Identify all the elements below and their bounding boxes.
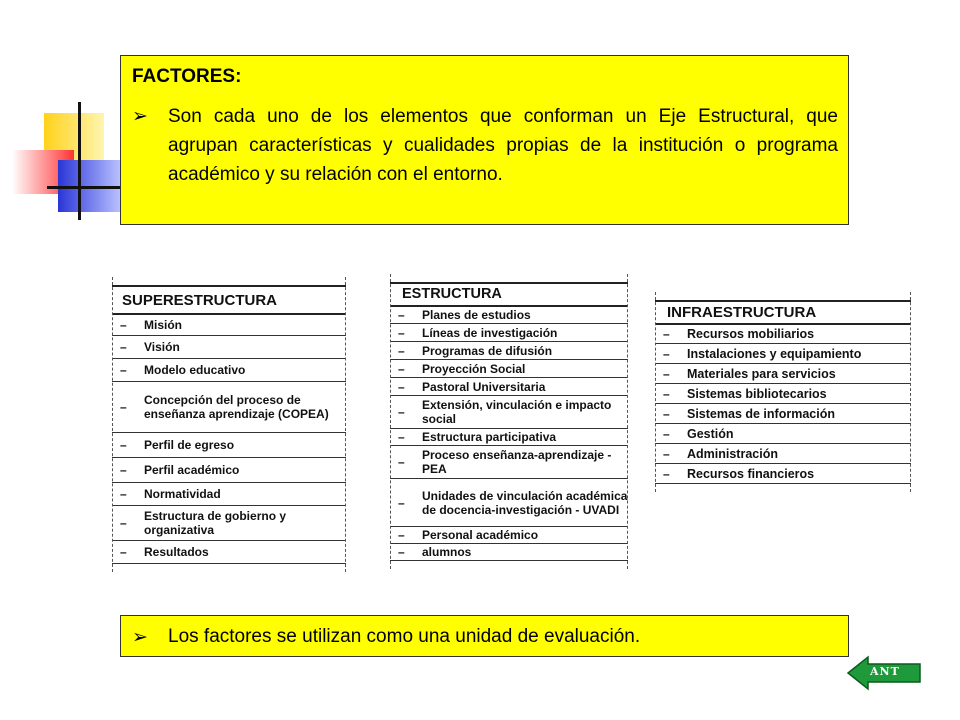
factores-title: FACTORES: xyxy=(132,66,242,87)
table-row xyxy=(390,307,628,324)
row-dash: – xyxy=(398,528,405,542)
row-label: Gestión xyxy=(687,426,734,441)
row-label: Administración xyxy=(687,446,778,461)
row-label: Líneas de investigación xyxy=(422,325,558,340)
superestructura-table xyxy=(112,285,346,564)
row-label: alumnos xyxy=(422,545,472,559)
row-dash: – xyxy=(120,438,127,452)
factores-bullet-row xyxy=(132,102,838,189)
row-dash: – xyxy=(663,346,670,361)
row-label: Visión xyxy=(144,340,180,354)
row-label: Planes de estudios xyxy=(422,308,531,322)
back-button[interactable] xyxy=(846,655,922,691)
row-label: Unidades de vinculación académica de docencia-investigación - UVADI xyxy=(422,488,628,517)
table-row xyxy=(390,396,628,429)
table-row xyxy=(112,483,346,506)
row-label: Modelo educativo xyxy=(144,363,246,377)
row-dash: – xyxy=(398,430,405,444)
row-dash: – xyxy=(663,426,670,441)
table-row xyxy=(390,342,628,360)
table-row xyxy=(655,444,911,464)
row-label: Resultados xyxy=(144,545,209,559)
table-row xyxy=(112,458,346,483)
row-label: Concepción del proceso de enseñanza aprendizaje (COPEA) xyxy=(144,393,329,421)
decorative-horizontal-line xyxy=(47,186,127,189)
bottom-bullet-row xyxy=(132,623,838,652)
row-dash: – xyxy=(120,463,127,477)
table-row xyxy=(112,315,346,336)
row-dash: – xyxy=(120,400,127,414)
superestructura-title: SUPERESTRUCTURA xyxy=(112,285,346,315)
table-row xyxy=(655,325,911,344)
table-row xyxy=(655,384,911,404)
factores-definition-text: Son cada uno de los elementos que conforman un Eje Estructural, que agrupan características y cualidades propias de la institución o programa académico y su relación con el entorno. xyxy=(168,106,838,185)
row-dash: – xyxy=(120,318,127,332)
row-label: Perfil de egreso xyxy=(144,438,235,452)
estructura-title: ESTRUCTURA xyxy=(390,282,628,307)
row-dash: – xyxy=(663,466,670,481)
row-label: Misión xyxy=(144,318,182,332)
row-label: Proyección Social xyxy=(422,361,526,376)
factores-definition-box xyxy=(120,55,849,225)
table-row xyxy=(112,336,346,359)
row-dash: – xyxy=(120,487,127,501)
table-row xyxy=(655,344,911,364)
row-label: Recursos financieros xyxy=(687,466,815,481)
row-dash: – xyxy=(663,366,670,381)
table-row xyxy=(655,364,911,384)
table-row xyxy=(112,506,346,541)
row-label: Recursos mobiliarios xyxy=(687,327,815,341)
table-row xyxy=(390,479,628,527)
row-dash: – xyxy=(398,361,405,376)
row-dash: – xyxy=(120,340,127,354)
row-dash: – xyxy=(398,405,405,419)
row-dash: – xyxy=(398,379,405,394)
row-dash: – xyxy=(663,446,670,461)
row-label: Sistemas bibliotecarios xyxy=(687,386,827,401)
table-row xyxy=(390,378,628,396)
row-label: Materiales para servicios xyxy=(687,366,836,381)
decorative-vertical-line xyxy=(78,102,81,220)
bottom-note-text: Los factores se utilizan como una unidad de evaluación. xyxy=(168,626,641,647)
back-button-label: ANT xyxy=(870,665,900,678)
table-row xyxy=(390,429,628,446)
row-dash: – xyxy=(120,516,127,530)
table-row xyxy=(390,324,628,342)
row-dash: – xyxy=(120,545,127,559)
table-row xyxy=(112,382,346,433)
row-label: Normatividad xyxy=(144,487,221,501)
table-row xyxy=(112,359,346,382)
row-label: Programas de difusión xyxy=(422,343,553,358)
row-label: Proceso enseñanza-aprendizaje - PEA xyxy=(422,448,612,476)
row-dash: – xyxy=(398,495,405,510)
row-label: Pastoral Universitaria xyxy=(422,379,546,394)
row-label: Estructura de gobierno y organizativa xyxy=(144,509,287,537)
row-label: Personal académico xyxy=(422,528,539,542)
row-dash: – xyxy=(398,545,405,559)
table-row xyxy=(390,360,628,378)
arrow-bullet-icon: ➢ xyxy=(132,106,148,127)
row-label: Extensión, vinculación e impacto social xyxy=(422,398,612,426)
table-row xyxy=(655,464,911,484)
row-label: Sistemas de información xyxy=(687,406,835,421)
row-dash: – xyxy=(398,308,405,322)
table-row xyxy=(390,446,628,479)
row-dash: – xyxy=(120,363,127,377)
row-label: Estructura participativa xyxy=(422,430,557,444)
table-row xyxy=(112,433,346,458)
bottom-note-box xyxy=(120,615,849,657)
arrow-bullet-icon: ➢ xyxy=(132,627,148,648)
row-dash: – xyxy=(663,327,670,341)
estructura-table xyxy=(390,282,628,561)
table-row xyxy=(390,544,628,561)
row-dash: – xyxy=(398,343,405,358)
row-dash: – xyxy=(398,325,405,340)
row-dash: – xyxy=(398,455,405,469)
row-label: Perfil académico xyxy=(144,463,240,477)
row-dash: – xyxy=(663,386,670,401)
table-row xyxy=(655,424,911,444)
table-row xyxy=(390,527,628,544)
infraestructura-table xyxy=(655,300,911,484)
row-label: Instalaciones y equipamiento xyxy=(687,346,862,361)
table-row xyxy=(112,541,346,564)
table-row xyxy=(655,404,911,424)
row-dash: – xyxy=(663,406,670,421)
infraestructura-title: INFRAESTRUCTURA xyxy=(655,300,911,325)
